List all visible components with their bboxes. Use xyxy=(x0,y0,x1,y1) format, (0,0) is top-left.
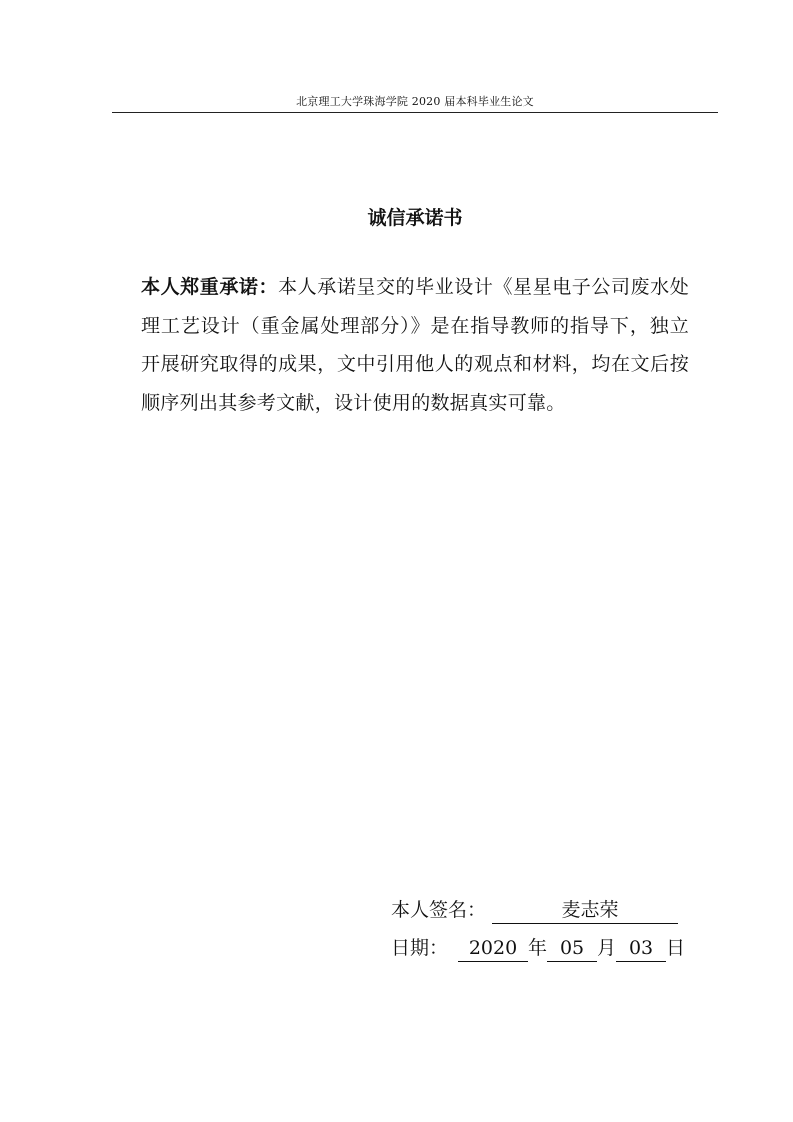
date-month-field: 05 xyxy=(547,935,597,962)
document-title: 诚信承诺书 xyxy=(367,207,463,229)
date-row xyxy=(391,931,685,965)
date-year-field: 2020 xyxy=(458,935,528,962)
signature-block xyxy=(391,893,685,965)
pledge-lead: 本人郑重承诺： xyxy=(141,276,279,298)
date-year-unit: 年 xyxy=(528,937,548,959)
pledge-paragraph xyxy=(141,268,689,422)
signature-label: 本人签名： xyxy=(391,899,487,921)
running-header: 北京理工大学珠海学院 2020 届本科毕业生论文 xyxy=(296,95,534,108)
date-label: 日期： xyxy=(391,937,449,959)
header-rule xyxy=(112,112,718,113)
pledge-body: 本人承诺呈交的毕业设计《星星电子公司废水处理工艺设计（重金属处理部分）》是在指导教师的指导下，独立开展研究取得的成果，文中引用他人的观点和材料，均在文后按顺序列出其参考文献，设计使用的数据真实可靠。 xyxy=(141,276,689,414)
date-day-field: 03 xyxy=(616,935,666,962)
date-month-unit: 月 xyxy=(597,937,617,959)
signature-name-field: 麦志荣 xyxy=(492,897,678,924)
date-day-unit: 日 xyxy=(666,937,686,959)
signature-row xyxy=(391,893,685,927)
